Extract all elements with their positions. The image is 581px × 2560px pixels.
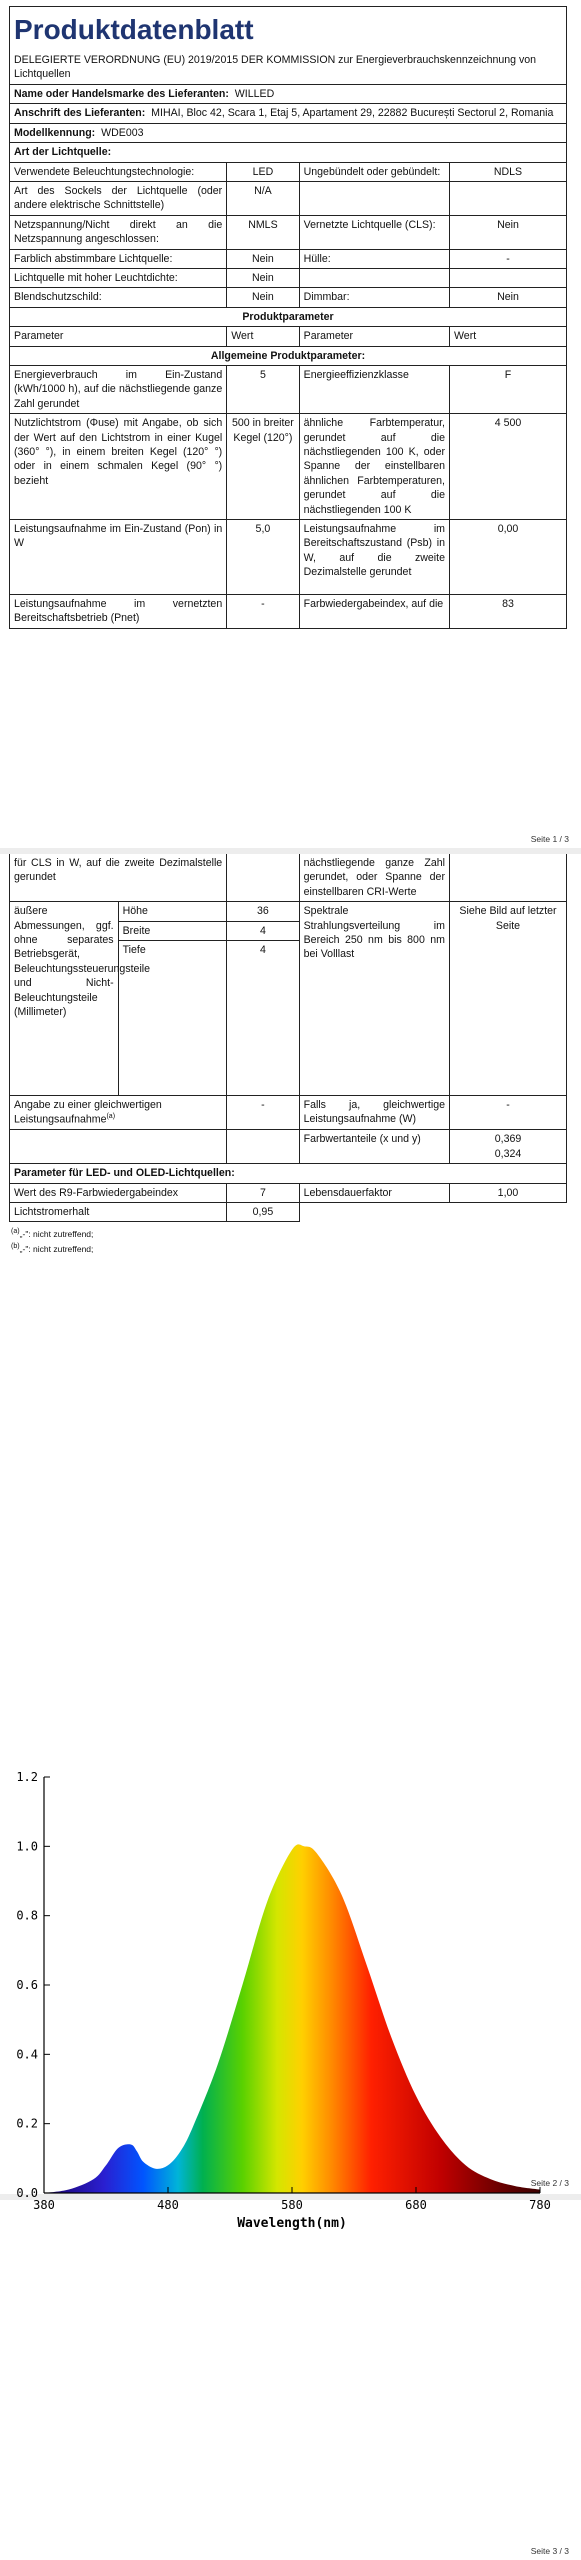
spectral-label: Spektrale Strahlungsverteilung im Bereich 250 nm bis 800 nm bei Volllast	[299, 902, 449, 1096]
table-row	[10, 595, 567, 629]
supplier-name-label: Name oder Handelsmarke des Lieferanten:	[14, 87, 229, 100]
table-row	[10, 1096, 567, 1130]
row-label: Energieeffizienzklasse	[299, 365, 449, 413]
column-header: Wert	[227, 327, 299, 346]
row-value: Nein	[227, 249, 299, 268]
table-row	[10, 854, 567, 902]
row-label: Lichtstromerhalt	[10, 1203, 227, 1222]
row-label: Farbwiedergabeindex, auf die	[299, 595, 449, 629]
row-value: Nein	[227, 268, 299, 287]
table-row	[10, 1183, 567, 1202]
table-row	[10, 162, 567, 181]
column-header: Parameter	[299, 327, 449, 346]
row-value: N/A	[227, 181, 299, 215]
row-label: Leistungsaufnahme im Bereitschaftszustand (Psb) in W, auf die zweite Dezimalstelle gerundet	[299, 520, 449, 595]
table-row	[10, 520, 567, 595]
page-number: Seite 2 / 3	[530, 2178, 569, 2188]
empty-cell	[10, 1130, 227, 1164]
model-label: Modellkennung:	[14, 126, 96, 139]
row-value: NDLS	[450, 162, 567, 181]
equiv-label: Angabe zu einer gleichwertigen Leistungsaufnahme	[14, 1099, 162, 1126]
row-label: Ungebündelt oder gebündelt:	[299, 162, 449, 181]
product-data-table-continued	[9, 854, 567, 1222]
footnote-mark: (a)	[11, 1227, 20, 1236]
dimension-value: 36	[227, 902, 299, 921]
model-id: WDE003	[101, 126, 144, 139]
table-row	[10, 414, 567, 520]
row-value: F	[450, 365, 567, 413]
x-tick-label: 480	[157, 2198, 179, 2212]
chroma-x: 0,369	[494, 1133, 522, 1146]
row-label: Energieverbrauch im Ein-Zustand (kWh/1000 h), auf die nächstliegende ganze Zahl gerundet	[10, 365, 227, 413]
spectral-value: Siehe Bild auf letzter Seite	[449, 902, 566, 1096]
y-tick-label: 0.4	[16, 2047, 38, 2062]
y-tick-label: 0.8	[16, 1908, 38, 1923]
row-value: 0,00	[450, 520, 567, 595]
table-row	[10, 215, 567, 249]
regulation-text: DELEGIERTE VERORDNUNG (EU) 2019/2015 DER KOMMISSION zur Energieverbrauchskennzeichnung von Lichtquellen	[14, 54, 537, 81]
x-tick-label: 680	[405, 2198, 427, 2212]
row-label: für CLS in W, auf die zweite Dezimalstelle gerundet	[10, 854, 227, 902]
table-row	[10, 268, 567, 287]
row-value: 7	[227, 1183, 299, 1202]
row-label: Leistungsaufnahme im vernetzten Bereitschaftsbetrieb (Pnet)	[10, 595, 227, 629]
row-label: ähnliche Farbtemperatur, gerundet auf die nächstliegenden 100 K, oder Spanne der einstellbaren ähnlichen Farbtemperaturen, gerundet auf die nächstliegenden 100 K	[299, 414, 449, 520]
x-axis-label: Wavelength(nm)	[237, 2216, 347, 2231]
row-value: 0,95	[227, 1203, 299, 1222]
row-label: Vernetzte Lichtquelle (CLS):	[299, 215, 449, 249]
row-value: Nein	[227, 288, 299, 307]
row-value: NMLS	[227, 215, 299, 249]
column-header: Parameter	[10, 327, 227, 346]
y-tick-label: 1.2	[16, 1770, 38, 1784]
row-label: Farbwertanteile (x und y)	[299, 1130, 449, 1164]
table-row	[10, 288, 567, 307]
row-label: Lebensdauerfaktor	[299, 1183, 449, 1202]
row-value	[450, 268, 567, 287]
empty-cell	[449, 1203, 566, 1222]
dimensions-label: äußere Abmessungen, ggf. ohne separates Betriebsgerät, Beleuchtungssteuerungsteile und Nicht-Beleuchtungsteile (Millimeter)	[10, 902, 119, 1096]
row-label: Hülle:	[299, 249, 449, 268]
supplier-address: MIHAI, Bloc 42, Scara 1, Etaj 5, Apartament 29, 22882 București Sectorul 2, Romania	[151, 107, 554, 120]
x-tick-label: 780	[529, 2198, 551, 2212]
table-row	[10, 1130, 567, 1164]
row-value	[450, 181, 567, 215]
product-data-table	[9, 6, 567, 629]
dimension-name: Tiefe	[118, 941, 227, 1096]
page-1	[0, 0, 581, 848]
row-value: 5,0	[227, 520, 299, 595]
row-label: Verwendete Beleuchtungstechnologie:	[10, 162, 227, 181]
row-value: 1,00	[449, 1183, 566, 1202]
row-value	[449, 1130, 566, 1164]
row-value: 4 500	[450, 414, 567, 520]
empty-cell	[227, 1130, 299, 1164]
spectral-distribution-chart	[0, 1755, 581, 2275]
footnote	[11, 1241, 565, 1256]
row-value: -	[227, 595, 299, 629]
footnote-mark: (a)	[106, 1113, 116, 1121]
row-value: Nein	[450, 288, 567, 307]
footnote-text: „-": nicht zutreffend;	[19, 1229, 94, 1240]
row-label: Falls ja, gleichwertige Leistungsaufnahme (W)	[299, 1096, 449, 1130]
light-source-header: Art der Lichtquelle:	[10, 143, 567, 162]
row-label: Nutzlichtstrom (Φuse) mit Angabe, ob sich der Wert auf den Lichtstrom in einer Kugel (360° °), in einem breiten Kegel (120° °) oder in einem schmalen Kegel (90° °) bezieht	[10, 414, 227, 520]
row-label: Blendschutzschild:	[10, 288, 227, 307]
row-label	[299, 268, 449, 287]
row-label: Netzspannung/Nicht direkt an die Netzspannung angeschlossen:	[10, 215, 227, 249]
y-tick-label: 0.2	[16, 2116, 38, 2131]
row-label	[10, 1096, 227, 1130]
row-value: Nein	[450, 215, 567, 249]
table-row	[10, 1203, 567, 1222]
row-value: LED	[227, 162, 299, 181]
row-label: nächstliegende ganze Zahl gerundet, oder Spanne der einstellbaren CRI-Werte	[299, 854, 449, 902]
footnotes	[9, 1222, 567, 1260]
dimension-name: Breite	[118, 921, 227, 940]
row-label: Lichtquelle mit hoher Leuchtdichte:	[10, 268, 227, 287]
table-row	[10, 181, 567, 215]
row-label: Leistungsaufnahme im Ein-Zustand (Pon) in W	[10, 520, 227, 595]
column-header: Wert	[450, 327, 567, 346]
footnote-mark: (b)	[11, 1242, 20, 1251]
row-value: -	[227, 1096, 299, 1130]
dimensions-row	[10, 902, 567, 921]
empty-cell	[299, 1203, 449, 1222]
params-header: Produktparameter	[10, 307, 567, 326]
row-value	[449, 854, 566, 902]
row-label: Farblich abstimmbare Lichtquelle:	[10, 249, 227, 268]
row-value: 83	[450, 595, 567, 629]
x-tick-label: 380	[33, 2198, 55, 2212]
row-value: 5	[227, 365, 299, 413]
table-row	[10, 249, 567, 268]
y-tick-label: 1.0	[16, 1839, 38, 1854]
dimension-value: 4	[227, 941, 299, 1096]
page-number: Seite 1 / 3	[530, 834, 569, 844]
y-tick-label: 0.6	[16, 1978, 38, 1992]
column-header-row	[10, 327, 567, 346]
chroma-y: 0,324	[494, 1147, 522, 1160]
x-tick-label: 580	[281, 2198, 303, 2212]
row-label	[299, 181, 449, 215]
row-value: -	[450, 249, 567, 268]
page-title: Produktdatenblatt	[14, 14, 254, 45]
spectrum-area	[44, 1844, 540, 2193]
general-params-header: Allgemeine Produktparameter:	[10, 346, 567, 365]
row-label: Dimmbar:	[299, 288, 449, 307]
row-value: -	[449, 1096, 566, 1130]
row-value: 500 in breiter Kegel (120°)	[227, 414, 299, 520]
footnote	[11, 1226, 565, 1241]
row-label: Art des Sockels der Lichtquelle (oder andere elektrische Schnittstelle)	[10, 181, 227, 215]
page-number: Seite 3 / 3	[530, 2546, 569, 2556]
footnote-text: „-": nicht zutreffend;	[19, 1244, 94, 1255]
address-label: Anschrift des Lieferanten:	[14, 107, 146, 120]
table-row	[10, 365, 567, 413]
row-label: Wert des R9-Farbwiedergabeindex	[10, 1183, 227, 1202]
dimension-name: Höhe	[118, 902, 227, 921]
supplier-name: WILLED	[234, 87, 275, 100]
led-params-header: Parameter für LED- und OLED-Lichtquellen:	[10, 1164, 567, 1183]
y-tick-label: 0.0	[16, 2186, 38, 2200]
row-value	[227, 854, 299, 902]
dimension-value: 4	[227, 921, 299, 940]
